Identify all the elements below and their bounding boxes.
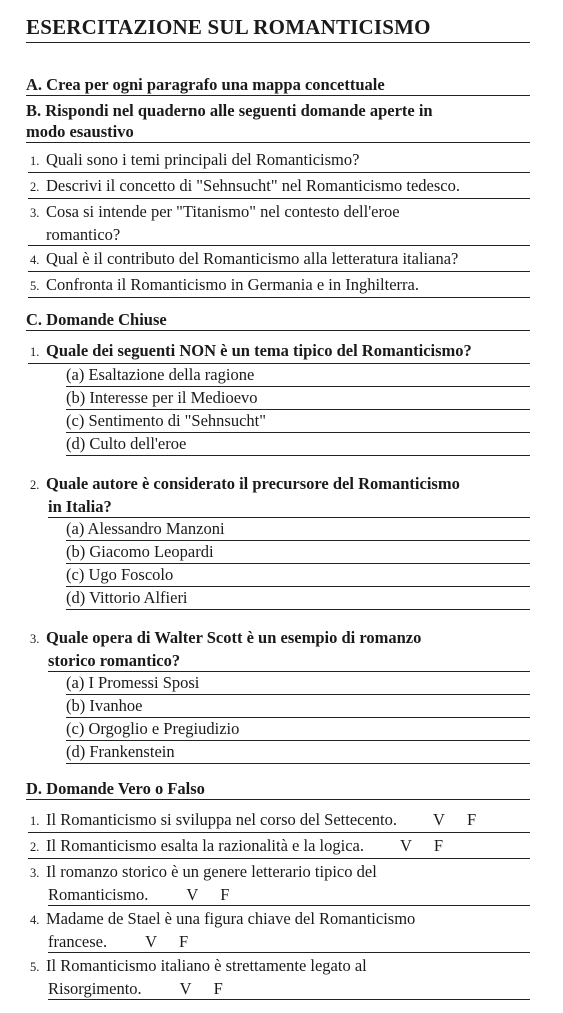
question-number: 4. [30, 913, 40, 927]
question-number: 3. [30, 632, 40, 646]
true-option[interactable]: V [433, 810, 445, 829]
answer-option[interactable]: (a) I Promessi Sposi [66, 672, 530, 695]
answer-option[interactable]: (a) Alessandro Manzoni [66, 518, 530, 541]
question-number: 1. [30, 154, 40, 168]
section-d-heading: D. Domande Vero o Falso [26, 778, 530, 800]
true-false-list [26, 809, 530, 1000]
question-text-continued: Romanticismo. [48, 885, 149, 904]
true-option[interactable]: V [179, 979, 192, 998]
question-text: Quale autore è considerato il precursore del Romanticismo [46, 474, 460, 493]
open-question [28, 149, 530, 173]
page-title: ESERCITAZIONE SUL ROMANTICISMO [26, 0, 530, 43]
closed-question [26, 627, 530, 764]
open-question [28, 274, 530, 298]
question-number: 5. [30, 279, 40, 293]
question-number: 4. [30, 253, 40, 267]
answer-option[interactable]: (b) Ivanhoe [66, 695, 530, 718]
false-option[interactable]: F [466, 810, 477, 829]
closed-question [26, 340, 530, 456]
question-text-continued: romantico? [28, 224, 530, 246]
question-text: Descrivi il concetto di "Sehnsucht" nel Romanticismo tedesco. [46, 176, 460, 195]
question-text: Cosa si intende per "Titanismo" nel contesto dell'eroe [46, 202, 400, 221]
section-c-heading: C. Domande Chiuse [26, 309, 530, 331]
worksheet [26, 0, 530, 1000]
true-false-item-continued [48, 884, 530, 906]
open-question [28, 248, 530, 272]
true-false-item [28, 809, 530, 833]
question-text: Il Romanticismo italiano è strettamente legato al [46, 956, 367, 975]
closed-question-title [28, 627, 530, 650]
section-b-heading [26, 100, 530, 143]
question-text: Madame de Stael è una figura chiave del Romanticismo [46, 909, 416, 928]
question-text-continued: francese. [48, 932, 108, 951]
answer-option[interactable]: (d) Frankenstein [66, 741, 530, 764]
question-number: 2. [30, 180, 40, 194]
false-option[interactable]: F [213, 979, 223, 998]
question-text: Confronta il Romanticismo in Germania e in Inghilterra. [46, 275, 419, 294]
section-a-heading: A. Crea per ogni paragrafo una mappa concettuale [26, 74, 530, 96]
answer-option[interactable]: (c) Orgoglio e Pregiudizio [66, 718, 530, 741]
true-false-item [28, 835, 530, 859]
question-number: 1. [30, 814, 40, 828]
question-text: Il romanzo storico è un genere letterario tipico del [46, 862, 377, 881]
answer-option[interactable]: (b) Giacomo Leopardi [66, 541, 530, 564]
closed-question-title [28, 340, 530, 364]
section-b-questions [26, 149, 530, 298]
open-question [28, 201, 530, 224]
false-option[interactable]: F [433, 836, 444, 855]
true-false-item-continued [48, 931, 530, 953]
section-b-heading-line2: modo esaustivo [26, 122, 134, 141]
answer-option[interactable]: (c) Sentimento di "Sehnsucht" [66, 410, 530, 433]
true-false-item [28, 955, 530, 978]
answer-option[interactable]: (d) Vittorio Alfieri [66, 587, 530, 610]
answer-option[interactable]: (d) Culto dell'eroe [66, 433, 530, 456]
false-option[interactable]: F [179, 932, 189, 951]
question-text: Quali sono i temi principali del Romanticismo? [46, 150, 360, 169]
question-text: Quale opera di Walter Scott è un esempio di romanzo [46, 628, 422, 647]
question-text-continued: Risorgimento. [48, 979, 142, 998]
question-number: 1. [30, 345, 40, 359]
true-option[interactable]: V [399, 836, 412, 855]
question-text: Il Romanticismo esalta la razionalità e la logica. [46, 836, 364, 855]
question-number: 3. [30, 866, 40, 880]
question-number: 3. [30, 206, 40, 220]
question-text-continued: storico romantico? [48, 650, 530, 672]
section-b-heading-line1: B. Rispondi nel quaderno alle seguenti domande aperte in [26, 101, 433, 120]
question-text: Quale dei seguenti NON è un tema tipico del Romanticismo? [46, 341, 472, 360]
answer-option[interactable]: (b) Interesse per il Medioevo [66, 387, 530, 410]
true-option[interactable]: V [145, 932, 158, 951]
question-number: 5. [30, 960, 40, 974]
closed-question-title [28, 473, 530, 496]
answer-option[interactable]: (a) Esaltazione della ragione [66, 364, 530, 387]
question-number: 2. [30, 840, 40, 854]
true-false-item [28, 908, 530, 931]
question-number: 2. [30, 478, 40, 492]
question-text-continued: in Italia? [48, 496, 530, 518]
true-false-item [28, 861, 530, 884]
false-option[interactable]: F [220, 885, 230, 904]
closed-question [26, 473, 530, 610]
question-text: Il Romanticismo si sviluppa nel corso del Settecento. [46, 810, 398, 829]
true-option[interactable]: V [186, 885, 199, 904]
true-false-item-continued [48, 978, 530, 1000]
open-question [28, 175, 530, 199]
question-text: Qual è il contributo del Romanticismo alla letteratura italiana? [46, 249, 459, 268]
answer-option[interactable]: (c) Ugo Foscolo [66, 564, 530, 587]
